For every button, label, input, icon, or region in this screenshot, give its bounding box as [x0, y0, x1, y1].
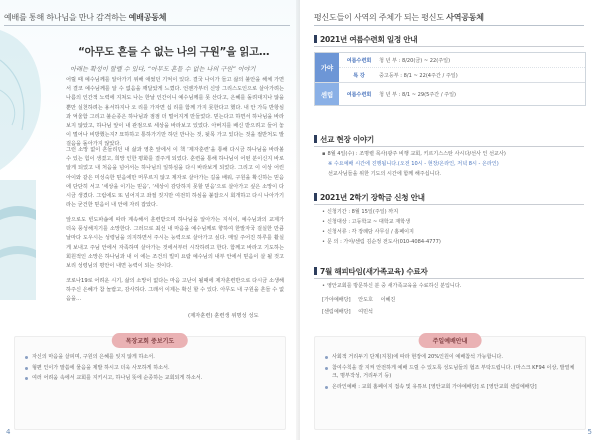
article-subtitle: 아래는 확성이 할렐 수 있다, “아무도 흔들 수 없는 나의 구원” 이야기	[70, 66, 256, 73]
graduate-name: 안도호	[358, 297, 373, 303]
campus-tag-senrim: 센림	[315, 83, 339, 105]
schedule-row-gaya	[315, 53, 585, 83]
mission-item: 선교사님들을 위한 기도의 시간에 함께 해주십니다.	[328, 171, 442, 177]
list-item: 형편 인이가 말씀에 물음을 제발 하시고 더욱 사모하게 하소서.	[25, 364, 277, 373]
prayer-box-title: 목장교회 중보기도	[112, 333, 188, 348]
list-item: 온라인예배 : 교회 홈페이지 접속 및 유튜브 [영안교회 가야예배당] 로 [영안교회 센림예배당]	[325, 383, 577, 392]
decorative-wave-icon	[0, 180, 36, 300]
left-header-prefix: 예배를 통해 하나님을 만나 감격하는	[4, 13, 127, 22]
mission-note: ※ 수요예배 시간에 진행됩니다.(오전 10시 - 현장/온라인, 저녁 8시 - 온라인)	[328, 161, 499, 167]
right-header	[314, 12, 484, 23]
mission-item: ▪ 8월 4일(수) : 조명렬 목사(광주 비행 교회, 키르기스스탄 사시다/선사 인 선교사)	[322, 151, 506, 157]
scholarship-item: • 신청기간 : 8월 15일(주일) 까지	[322, 209, 399, 215]
graduates-group: [가야예배당]	[322, 297, 351, 303]
section-divider	[314, 46, 584, 47]
article-paragraph-4: 코로나19로 어려운 시기, 삶의 소망이 없다는 마음 고난이 될때에 제자훈련반으로 다시금 소생해 하주신 은혜가 참 놀랍고, 감사하다. 그래서 이제는 확신 할 수 있다. 아무도 내 구원을 흔들 수 없음을…	[66, 278, 284, 303]
campus-tag-gaya: 가야	[315, 53, 339, 82]
schedule-text: 청 년 부 : 8/20(금) ~ 22(주일)	[379, 57, 451, 64]
scholarship-item: • 문 의 : 가야/센림 김순정 전도사(010-4084-4777)	[322, 239, 441, 245]
article-paragraph-3: 앞으로도 빈도파숍에 따라 계속해서 훈련받으며 하나님을 알아가는 지식이, 예수님과의 교제가 더욱 풍성해지기를 소망한다. 그러므로 최선 내 마음을 예수님께로 향하여 한발자국 걸실한 만큼 날마다 도우시는 성령님을 의지하면서 주시는 능력으로 살아가고 싶다. 매일 주어진 하루를 활실게 보내고 주님 안에서 자족하며 살아가는 것에서부터 시작하려고 한다. 함께고 바라고 기도하는 회원적인 소망은 하나님과 내 이 에는 조건의 빌미 요람 예수님의 내부 안에서 믿음이 살 될 것고 보리 성령님의 평안이 내면 능력이 되는 것이다.	[66, 217, 284, 270]
scholarship-item: • 신청서류 : 각 장례담 사무실 / 홈페이지	[322, 229, 414, 235]
schedule-cell	[339, 68, 585, 82]
prayer-box	[14, 336, 286, 430]
mission-story-title: 선교 현장 이야기	[314, 134, 374, 145]
graduates-senrim	[322, 308, 379, 315]
article-title: “아무도 흔들 수 없는 나의 구원”을 읽고…	[78, 46, 270, 58]
schedule-row-senrim	[315, 83, 585, 105]
article-source: (제자훈련) 훈련생 위명성 성도	[188, 313, 259, 319]
left-page-number: 4	[6, 428, 11, 436]
worship-box-title: 주일예배안내	[419, 333, 482, 348]
decorative-leaf-icon	[0, 20, 52, 180]
right-header-strong: 사역공동체	[446, 13, 484, 22]
list-item: 자신의 마음을 살피며, 구원의 은혜를 잊지 않게 하소서.	[25, 353, 277, 362]
section-divider	[314, 204, 584, 205]
happytime-intro: • 영안교회를 방문하신 분 중 새가족교육을 수료하신 분입니다.	[322, 283, 462, 289]
schedule-label: 여름수련회	[346, 57, 372, 64]
prayer-list	[25, 353, 277, 385]
schedule-text: 중고등부 : 8/1 ~ 22(4주간 / 주일)	[379, 72, 458, 79]
graduates-group: [센림예배당]	[322, 309, 351, 315]
list-item: 여러 어려움 속에서 교회를 지키시고, 하나님 뜻에 순종하는 교회되게 하소서.	[25, 374, 277, 383]
right-page	[300, 0, 600, 440]
summer-retreat-title: 2021년 여름수련회 일정 안내	[314, 34, 417, 45]
scholarship-title: 2021년 2학기 장학금 신청 안내	[314, 192, 425, 203]
right-header-prefix: 평신도들이 사역의 주체가 되는 평신도	[314, 13, 444, 22]
scholarship-item: • 신청대상 : 고등학교 ~ 대학교 재학생	[322, 219, 410, 225]
left-header-strong: 예배공동체	[128, 13, 167, 22]
schedule-cell	[339, 83, 585, 105]
graduates-gaya	[322, 296, 401, 303]
schedule-cell	[339, 53, 585, 68]
worship-list	[325, 353, 577, 393]
list-item: 참여수칙을 잘 지켜 안전하게 예배 드릴 수 있도록 성도님들의 협조 부탁드립니다. (마스크 KF94 이상, 발열체크, 명부작성, 거리두기 등)	[325, 364, 577, 381]
right-page-number: 5	[587, 428, 592, 436]
list-item: 사회적 거리두기 단계(지침)에 따라 현장에 20%인원이 예배참석 가능합니다.	[325, 353, 577, 362]
right-header-line	[314, 25, 584, 26]
schedule-table	[314, 52, 586, 106]
graduate-name: 이혜진	[380, 297, 396, 303]
schedule-label: 특 강	[353, 72, 365, 79]
schedule-text: 청 년 부 : 8/1 ~ 29(5주간 / 주일)	[379, 91, 456, 98]
schedule-label: 여름수련회	[346, 91, 372, 98]
worship-box	[314, 336, 586, 430]
section-divider	[314, 278, 584, 279]
article-paragraph-2: 그런 소망 없이 흔들리던 내 삶과 영혼 앞에서 이 책 ‘제자훈련’을 통해 다시금 하나님을 바라볼 수 있는 힘이 생겼고, 희망 인한 평화를 결주게 되었다. 훈련을 통해 하나님이 어떤 분이신지 바로 알게 되었고 내 처음을 넘어서는 하나님의 일하심을 다시 바라보게 되었다. 그리고 이 이상 어린아이와 같은 미성숙한 믿음에만 머무르지 않고 제자로 살아가는 길을 배워, 구원을 확신하는 믿음에 단단히 서고 ‘세상을 이기는 믿음’, ‘세상이 감당하지 못할 믿음’으로 살아가고 싶은 소망이 다시금 생겼다. 그럼에도 또 넘어지고 좌절 짓지만 여전히 하심을 붙잡으시 회개하고 다시 나아가기라는 굳건한 믿음이 내 안에 자리 잡았다.	[66, 147, 284, 209]
graduate-name: 여민석	[358, 309, 373, 315]
article-paragraph-1: 어릴 때 예수님께를 알아가기 위해 애썼던 기억이 있다. 결국 나이가 들고 삶의 불안을 해체 가면서 결코 예수님께를 알 수 없음을 깨달았게 느꼈다. 언젠가부터 신앙 그리스도인으로 살아가려는 나름의 인간적 노력에 지쳐도 나는 한날 인간이니 예수님께를 못 산다고, 은혜를 돌려대지나 않을 뿐만 실천하려는 용서하지나 오 리를 가자면 십 리를 함께 가지 못한다고 했다. 내 안 가득 반항심과 억울함 그리고 불순종은 하나님과 점점 더 멀어지게 만들었다. 믿는다고 하면서 하나님을 바라보지 않았고, 하나님 앞이 내 관점으로 세상을 바라보고 있었다. 아버지를 배신 받으려고 들어 놓이 멀어나 비방했는지? 묘하하고 통하가기만 하던 만나는 것, 뒷목 가고 있다는 것을 절반처도 발걸음을 돌아가지 않았다.	[66, 77, 284, 148]
happytime-title: 7월 해피타임(새가족교육) 수료자	[314, 266, 427, 277]
section-divider	[314, 146, 584, 147]
